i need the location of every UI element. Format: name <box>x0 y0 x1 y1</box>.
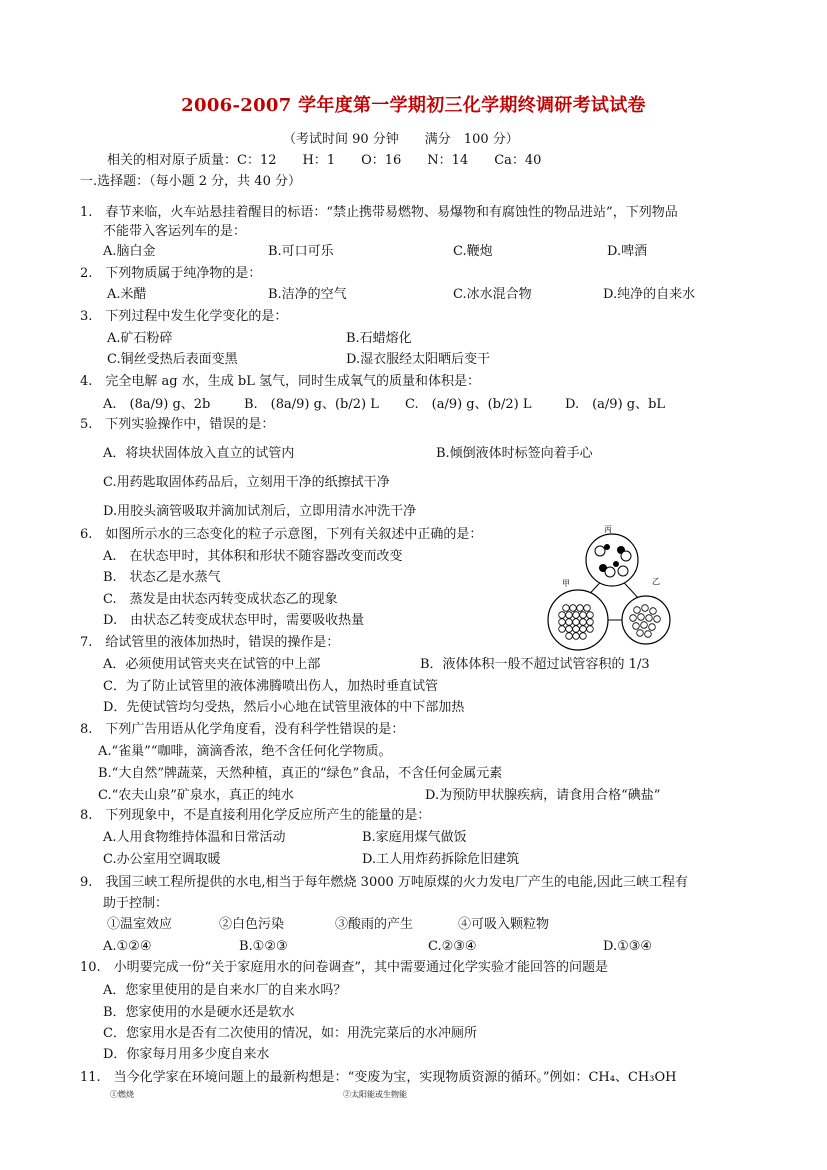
question-7-option-a: A．必须使用试管夹夹在试管的中上部 <box>103 657 321 672</box>
state-yi-circle <box>622 596 670 644</box>
question-7-option-c: C．为了防止试管里的液体沸腾喷出伤人，加热时垂直试管 <box>103 679 438 694</box>
question-1-option-c: C.鞭炮 <box>453 244 493 259</box>
question-4-option-c: C. (a/9) g、(b/2) L <box>405 397 532 412</box>
question-10-option-b: B．您家使用的水是硬水还是软水 <box>103 1005 295 1020</box>
question-1-option-b: B.可口可乐 <box>268 244 334 259</box>
question-9-item-2: ②白色污染 <box>219 917 285 932</box>
question-3-option-c: C.铜丝受热后表面变黑 <box>107 352 238 367</box>
question-1-option-a: A.脑白金 <box>103 244 156 259</box>
question-8a-option-a: A.“雀巢”“咖啡，滴滴香浓，绝不含任何化学物质。 <box>98 744 392 759</box>
question-6-option-c: C. 蒸发是由状态丙转变成状态乙的现象 <box>103 592 338 607</box>
question-2-option-b: B.洁净的空气 <box>268 287 347 302</box>
question-8b-stem: 8. 下列现象中，不是直接利用化学反应所产生的能量的是： <box>80 808 431 823</box>
question-6-option-b: B. 状态乙是水蒸气 <box>103 570 221 585</box>
question-3-option-b: B.石蜡熔化 <box>346 331 412 346</box>
question-9-item-3: ③酸雨的产生 <box>335 917 414 932</box>
question-7-option-b: B．液体体积一般不超过试管容积的 1/3 <box>420 657 650 672</box>
question-10-stem: 10. 小明要完成一份“关于家庭用水的问卷调查”，其中需要通过化学实验才能回答的问题是 <box>80 960 608 975</box>
question-8a-option-c: C.“农夫山泉”矿泉水，真正的纯水 <box>98 788 294 803</box>
question-2-option-a: A.米醋 <box>107 287 147 302</box>
question-7-option-d: D．先使试管均匀受热，然后小心地在试管里液体的中下部加热 <box>103 700 465 715</box>
atomic-masses: 相关的相对原子质量：C：12 H：1 O：16 N：14 Ca：40 <box>107 153 542 168</box>
question-8b-option-a: A.人用食物维持体温和日常活动 <box>103 830 286 845</box>
question-4-option-a: A. (8a/9) g、2b <box>103 397 211 412</box>
question-9-stem-cont: 助于控制： <box>103 896 169 911</box>
question-6-option-a: A. 在状态甲时，其体积和形状不随容器改变而改变 <box>103 549 403 564</box>
question-2-stem: 2. 下列物质属于纯净物的是： <box>80 266 262 281</box>
question-8a-option-b: B.“大自然”牌蔬菜，天然种植，真正的“绿色”食品，不含任何金属元素 <box>98 766 503 781</box>
question-2-option-d: D.纯净的自来水 <box>603 287 696 302</box>
question-9-option-b: B.①②③ <box>239 939 288 954</box>
question-10-option-c: C．您家用水是否有二次使用的情况，如：用洗完菜后的水冲厕所 <box>103 1026 477 1041</box>
question-6-option-d: D. 由状态乙转变成状态甲时，需要吸收热量 <box>103 613 365 628</box>
state-yi-label: 乙 <box>652 577 660 586</box>
state-bing-label: 丙 <box>604 525 612 534</box>
question-3-option-d: D.湿衣服经太阳晒后变干 <box>346 352 491 367</box>
question-11-stem: 11. 当今化学家在环境问题上的最新构想是：“变废为宝，实现物质资源的循环。”例如：CH₄、CH₃OH <box>80 1070 677 1085</box>
question-8a-option-d: D.为预防甲状腺疾病，请食用合格“碘盐” <box>425 788 661 803</box>
question-1-option-d: D.啤酒 <box>607 244 648 259</box>
question-10-option-d: D．你家每月用多少度自来水 <box>103 1047 270 1062</box>
question-3-stem: 3. 下列过程中发生化学变化的是： <box>80 309 288 324</box>
question-2-option-c: C.冰水混合物 <box>453 287 532 302</box>
exam-info: （考试时间 90 分钟 满分 100 分） <box>283 132 519 147</box>
question-3-option-a: A.矿石粉碎 <box>107 331 173 346</box>
question-4-option-d: D. (a/9) g、bL <box>565 397 666 412</box>
question-9-option-d: D.①③④ <box>603 939 653 954</box>
question-5-stem: 5. 下列实验操作中，错误的是： <box>80 417 275 432</box>
state-bing-circle <box>586 534 638 586</box>
question-5-option-c: C.用药匙取固体药品后，立刻用干净的纸擦拭干净 <box>103 475 390 490</box>
question-9-item-1: ①温室效应 <box>107 917 173 932</box>
state-jia-circle <box>548 590 608 650</box>
question-1-stem-cont: 不能带入客运列车的是： <box>103 224 247 239</box>
question-9-stem: 9. 我国三峡工程所提供的水电,相当于每年燃烧 3000 万吨原煤的火力发电厂产生的电能,因此三峡工程有 <box>80 875 689 890</box>
question-11-note-solar: ②太阳能或生物能 <box>343 1090 407 1099</box>
question-5-option-a: A．将块状固体放入直立的试管内 <box>103 446 295 461</box>
question-8a-stem: 8. 下列广告用语从化学角度看，没有科学性错误的是： <box>80 722 405 737</box>
question-8b-option-b: B.家庭用煤气做饭 <box>362 830 467 845</box>
question-1-stem: 1. 春节来临，火车站悬挂着醒目的标语：“禁止携带易燃物、易爆物和有腐蚀性的物品进站”，下列物品 <box>80 205 678 220</box>
question-9-item-4: ④可吸入颗粒物 <box>458 917 550 932</box>
water-states-diagram <box>540 522 690 652</box>
question-10-option-a: A．您家里使用的是自来水厂的自来水吗？ <box>103 983 347 998</box>
section-header: 一.选择题：（每小题 2 分，共 40 分） <box>80 174 301 189</box>
question-9-option-c: C.②③④ <box>428 939 477 954</box>
question-5-option-b: B.倾倒液体时标签向着手心 <box>436 446 593 461</box>
question-7-stem: 7. 给试管里的液体加热时，错误的操作是： <box>80 635 340 650</box>
question-9-option-a: A.①②④ <box>103 939 152 954</box>
page-title: 2006-2007 学年度第一学期初三化学期终调研考试试卷 <box>181 95 646 116</box>
question-4-stem: 4. 完全电解 ag 水，生成 bL 氢气，同时生成氧气的质量和体积是： <box>80 374 480 389</box>
state-jia-label: 甲 <box>562 579 570 588</box>
question-8b-option-d: D.工人用炸药拆除危旧建筑 <box>362 852 520 867</box>
question-4-option-b: B. (8a/9) g、(b/2) L <box>244 397 379 412</box>
question-11-note-combustion: ①燃烧 <box>110 1090 134 1099</box>
question-8b-option-c: C.办公室用空调取暖 <box>103 852 221 867</box>
question-6-stem: 6. 如图所示水的三态变化的粒子示意图，下列有关叙述中正确的是： <box>80 527 483 542</box>
question-5-option-d: D.用胶头滴管吸取并滴加试剂后，立即用清水冲洗干净 <box>103 504 417 519</box>
